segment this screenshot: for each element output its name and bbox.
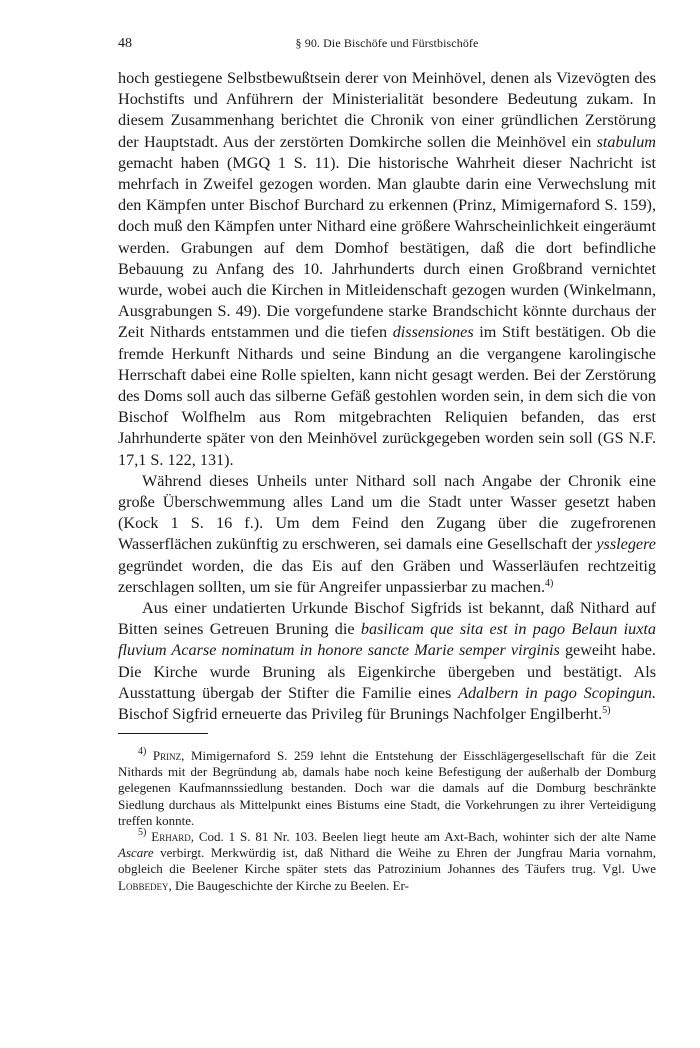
footnote-ref-4[interactable]: 4)	[545, 577, 554, 589]
running-title: § 90. Die Bischöfe und Fürstbischöfe	[295, 36, 479, 50]
latin-term-adalbern: Adalbern in pago Scopingun.	[458, 683, 656, 702]
term-ysslegere: ysslegere	[596, 535, 656, 554]
main-text	[118, 68, 656, 725]
page-number: 48	[118, 36, 132, 51]
paragraph-3: Aus einer undatierten Urkunde Bischof Sigfrids ist bekannt, daß Nithard auf Bitten seines Getreuen Bruning die basilicam que sita est in pago Belaun iuxta fluvium Acarse nominatum in honore sancte Marie semper virginis geweiht habe. Die Kirche wurde Bruning als Eigenkirche übergeben und bestätigt. Als Ausstattung übergab der Stifter die Familie eines Adalbern in pago Scopingun. Bischof Sigfrid erneuerte das Privileg für Brunings Nachfolger Engilberht.$^{5)}$	[118, 599, 656, 724]
paragraph-2: Während dieses Unheils unter Nithard soll nach Angabe der Chronik eine große Überschwemmung alles Land um die Stadt unter Wasser gesetzt haben (Kock 1 S. 16 f.). Um dem Feind den Zugang über die zugefrorenen Wasserflächen zukünftig zu erschweren, sei damals eine Gesellschaft der ysslegere gegründet worden, die das Eis auf den Gräben und Wasserläufen rechtzeitig zerschlagen sollten, um sie für Angreifer unpassierbar zu machen.$^{4)}$	[118, 471, 656, 596]
footnote-author: Lobbedey	[118, 877, 169, 893]
footnotes	[118, 748, 656, 894]
latin-term-stabulum: stabulum	[596, 132, 656, 151]
latin-quote: basilicam que sita est in pago Belaun iuxta fluvium Acarse nominatum in honore sancte Marie semper virginis	[118, 620, 656, 660]
footnote-5: $^{5)}$ Erhard, Cod. 1 S. 81 Nr. 103. Beelen liegt heute am Axt-Bach, wohinter sich der alte Name Ascare verbirgt. Merkwürdig ist, daß Nithard die Weihe zu Ehren der Jungfrau Maria vornahm, obgleich die Beelener Kirche später stets das Patrozinium Johannes des Täufers trug. Vgl. Uwe Lobbedey, Die Baugeschichte der Kirche zu Beelen. Er-	[118, 827, 657, 893]
footnote-author: Erhard	[151, 829, 191, 845]
paragraph-1: hoch gestiegene Selbstbewußtsein derer von Meinhövel, denen als Vizevögten des Hochstifts und Anführern der Ministerialität besondere Bedeutung zukam. In diesem Zusammenhang berichtet die Chronik von einer gründlichen Zerstörung der Hauptstadt. Aus der zerstörten Domkirche sollen die Meinhövel ein stabulum gemacht haben (MGQ 1 S. 11). Die historische Wahrheit dieser Nachricht ist mehrfach in Zweifel gezogen worden. Man glaubte darin eine Verwechslung mit den Kämpfen unter Bischof Burchard zu erkennen (Prinz, Mimigernaford S. 159), doch muß den Kämpfen unter Nithard eine größere Wahrscheinlichkeit eingeräumt werden. Grabungen auf dem Domhof bestätigen, daß die dort befindliche Bebauung zu Anfang des 10. Jahrhunderts durch einen Großbrand vernichtet wurde, wobei auch die Kirchen in Mitleidenschaft gezogen wurden (Winkelmann, Ausgrabungen S. 49). Die vorgefundene starke Brandschicht könnte durchaus der Zeit Nithards entstammen und die tiefen dissensiones im Stift bestätigen. Ob die fremde Herkunft Nithards und seine Bindung an die vergangene karolingische Herrschaft dabei eine Rolle spielten, kann nicht gesagt werden. Bei der Zerstörung des Doms soll auch das silberne Gefäß gestohlen worden sein, in dem sich die von Bischof Wolfhelm aus Rom mitgebrachten Reliquien befanden, das erst Jahrhunderte später von den Meinhövel zurückgegeben worden sein soll (GS N.F. 17,1 S. 122, 131).	[118, 69, 656, 469]
latin-term-ascare: Ascare	[118, 845, 154, 861]
page-header	[118, 36, 656, 56]
footnote-mark-5: 5)	[138, 827, 147, 839]
footnote-mark-4: 4)	[138, 746, 147, 757]
latin-term-dissensiones: dissensiones	[392, 323, 474, 342]
footnote-author: Prinz	[152, 748, 182, 763]
footnote-ref-5[interactable]: 5)	[602, 705, 611, 717]
footnote-divider	[118, 733, 208, 734]
footnote-4: $^{4)}$ Prinz, Mimigernaford S. 259 lehnt die Entstehung der Eisschlägergesellschaft für die Zeit Nithards mit der Begründung ab, damals habe noch keine Befestigung der außerhalb der Domburg gelegenen Kaufmannssiedlung bestanden. Doch war die damals auf die Domburg beschränkte Siedlung durchaus als Mittelpunkt eines Bistums eine Stadt, die Vorkehrungen zu ihrer Verteidigung treffen konnte.	[118, 746, 657, 828]
